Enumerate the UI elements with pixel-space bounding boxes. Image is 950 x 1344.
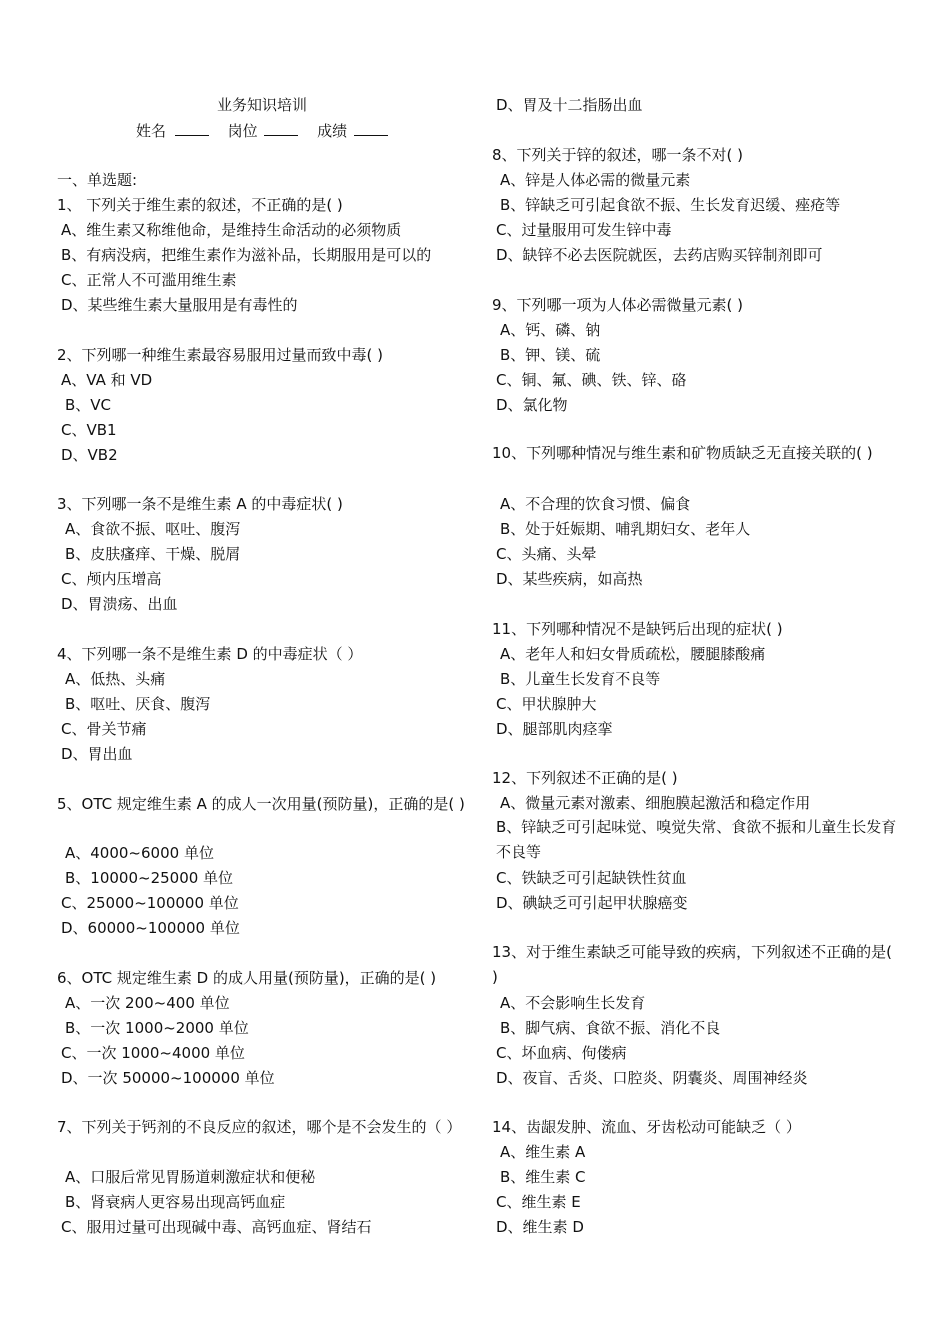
answer-option: C、过量服用可发生锌中毒: [496, 221, 672, 239]
answer-option: D、碘缺乏可引起甲状腺癌变: [496, 894, 688, 912]
question-stem: 3、下列哪一条不是维生素 A 的中毒症状( ): [57, 495, 343, 513]
answer-option: C、一次 1000~4000 单位: [61, 1044, 245, 1062]
answer-option: A、微量元素对激素、细胞膜起激活和稳定作用: [500, 794, 811, 812]
answer-option: B、处于妊娠期、哺乳期妇女、老年人: [500, 520, 751, 538]
answer-option: D、60000~100000 单位: [61, 919, 240, 937]
answer-option: C、骨关节痛: [61, 720, 147, 738]
answer-option: D、某些维生素大量服用是有毒性的: [61, 296, 298, 314]
answer-option: C、VB1: [61, 421, 117, 439]
answer-option: D、缺锌不必去医院就医，去药店购买锌制剂即可: [496, 246, 823, 264]
answer-option: D、腿部肌肉痉挛: [496, 720, 613, 738]
answer-option: C、铜、氟、碘、铁、锌、硌: [496, 371, 687, 389]
answer-option: D、胃及十二指肠出血: [496, 96, 643, 114]
answer-option: D、一次 50000~100000 单位: [61, 1069, 275, 1087]
question-stem: 7、下列关于钙剂的不良反应的叙述，哪个是不会发生的（ ）: [57, 1118, 462, 1136]
answer-option: D、夜盲、舌炎、口腔炎、阴囊炎、周围神经炎: [496, 1069, 808, 1087]
answer-option: C、25000~100000 单位: [61, 894, 239, 912]
question-stem: 1、 下列关于维生素的叙述，不正确的是( ): [57, 196, 343, 214]
question-stem: 9、下列哪一项为人体必需微量元素( ): [492, 296, 744, 314]
candidate-info-line: [57, 120, 467, 142]
answer-option: A、维生素 A: [500, 1143, 586, 1161]
answer-option: A、VA 和 VD: [61, 371, 153, 389]
answer-option: B、一次 1000~2000 单位: [65, 1019, 249, 1037]
question-stem: 5、OTC 规定维生素 A 的成人一次用量(预防量)，正确的是( ): [57, 795, 465, 813]
answer-option: A、锌是人体必需的微量元素: [500, 171, 691, 189]
question-stem: 10、下列哪种情况与维生素和矿物质缺乏无直接关联的( ): [492, 444, 873, 462]
score-label: 成绩: [317, 122, 348, 140]
question-stem: 12、下列叙述不正确的是( ): [492, 769, 678, 787]
name-label: 姓名: [136, 122, 167, 140]
answer-option: B、皮肤瘙痒、干燥、脱屑: [65, 545, 241, 563]
answer-option: B、维生素 C: [500, 1168, 586, 1186]
answer-option: B、呕吐、厌食、腹泻: [65, 695, 211, 713]
question-stem: 14、齿龈发肿、流血、牙齿松动可能缺乏（ ）: [492, 1118, 801, 1136]
answer-option: C、坏血病、佝偻病: [496, 1044, 627, 1062]
question-stem: 2、下列哪一种维生素最容易服用过量而致中毒( ): [57, 346, 384, 364]
answer-option: A、一次 200~400 单位: [65, 994, 230, 1012]
answer-option: D、胃出血: [61, 745, 133, 763]
answer-option: A、4000~6000 单位: [65, 844, 214, 862]
answer-option: C、头痛、头晕: [496, 545, 597, 563]
answer-option: A、老年人和妇女骨质疏松，腰腿膝酸痛: [500, 645, 766, 663]
score-blank: [354, 121, 388, 136]
answer-option: A、钙、磷、钠: [500, 321, 601, 339]
answer-option: C、甲状腺肿大: [496, 695, 597, 713]
answer-option: D、氯化物: [496, 396, 568, 414]
answer-option: A、口服后常见胃肠道刺激症状和便秘: [65, 1168, 316, 1186]
answer-option: C、正常人不可滥用维生素: [61, 271, 237, 289]
answer-option: B、儿童生长发育不良等: [500, 670, 661, 688]
section-heading: 一、单选题:: [57, 171, 138, 189]
question-stem: 8、下列关于锌的叙述，哪一条不对( ): [492, 146, 744, 164]
answer-option: C、铁缺乏可引起缺铁性贫血: [496, 869, 687, 887]
answer-option: C、维生素 E: [496, 1193, 581, 1211]
answer-option: B、脚气病、食欲不振、消化不良: [500, 1019, 721, 1037]
answer-option: B、10000~25000 单位: [65, 869, 234, 887]
post-blank: [264, 121, 298, 136]
answer-option: D、胃溃疡、出血: [61, 595, 178, 613]
answer-option: A、低热、头痛: [65, 670, 166, 688]
document-title: 业务知识培训: [216, 96, 307, 114]
name-blank: [175, 121, 209, 136]
answer-option: C、颅内压增高: [61, 570, 162, 588]
answer-option: B、VC: [65, 396, 112, 414]
answer-option: B、锌缺乏可引起食欲不振、生长发育迟缓、痤疮等: [500, 196, 841, 214]
answer-option: A、维生素又称维他命，是维持生命活动的必须物质: [61, 221, 402, 239]
answer-option: C、服用过量可出现碱中毒、高钙血症、肾结石: [61, 1218, 372, 1236]
answer-option: B、有病没病，把维生素作为滋补品，长期服用是可以的: [61, 246, 432, 264]
question-stem: 6、OTC 规定维生素 D 的成人用量(预防量)，正确的是( ): [57, 969, 437, 987]
post-label: 岗位: [227, 122, 258, 140]
answer-option: A、不合理的饮食习惯、偏食: [500, 495, 691, 513]
answer-option: B、钾、镁、硫: [500, 346, 601, 364]
question-stem: 11、下列哪种情况不是缺钙后出现的症状( ): [492, 620, 783, 638]
answer-option: B、肾衰病人更容易出现高钙血症: [65, 1193, 286, 1211]
answer-option: D、维生素 D: [496, 1218, 584, 1236]
question-stem: 4、下列哪一条不是维生素 D 的中毒症状（ ）: [57, 645, 363, 663]
answer-option: B、锌缺乏可引起味觉、嗅觉失常、食欲不振和儿童生长发育不良等: [496, 818, 897, 861]
question-stem: 13、对于维生素缺乏可能导致的疾病，下列叙述不正确的是( ): [492, 943, 892, 986]
answer-option: A、食欲不振、呕吐、腹泻: [65, 520, 241, 538]
answer-option: D、VB2: [61, 446, 118, 464]
answer-option: A、不会影响生长发育: [500, 994, 646, 1012]
answer-option: D、某些疾病，如高热: [496, 570, 643, 588]
